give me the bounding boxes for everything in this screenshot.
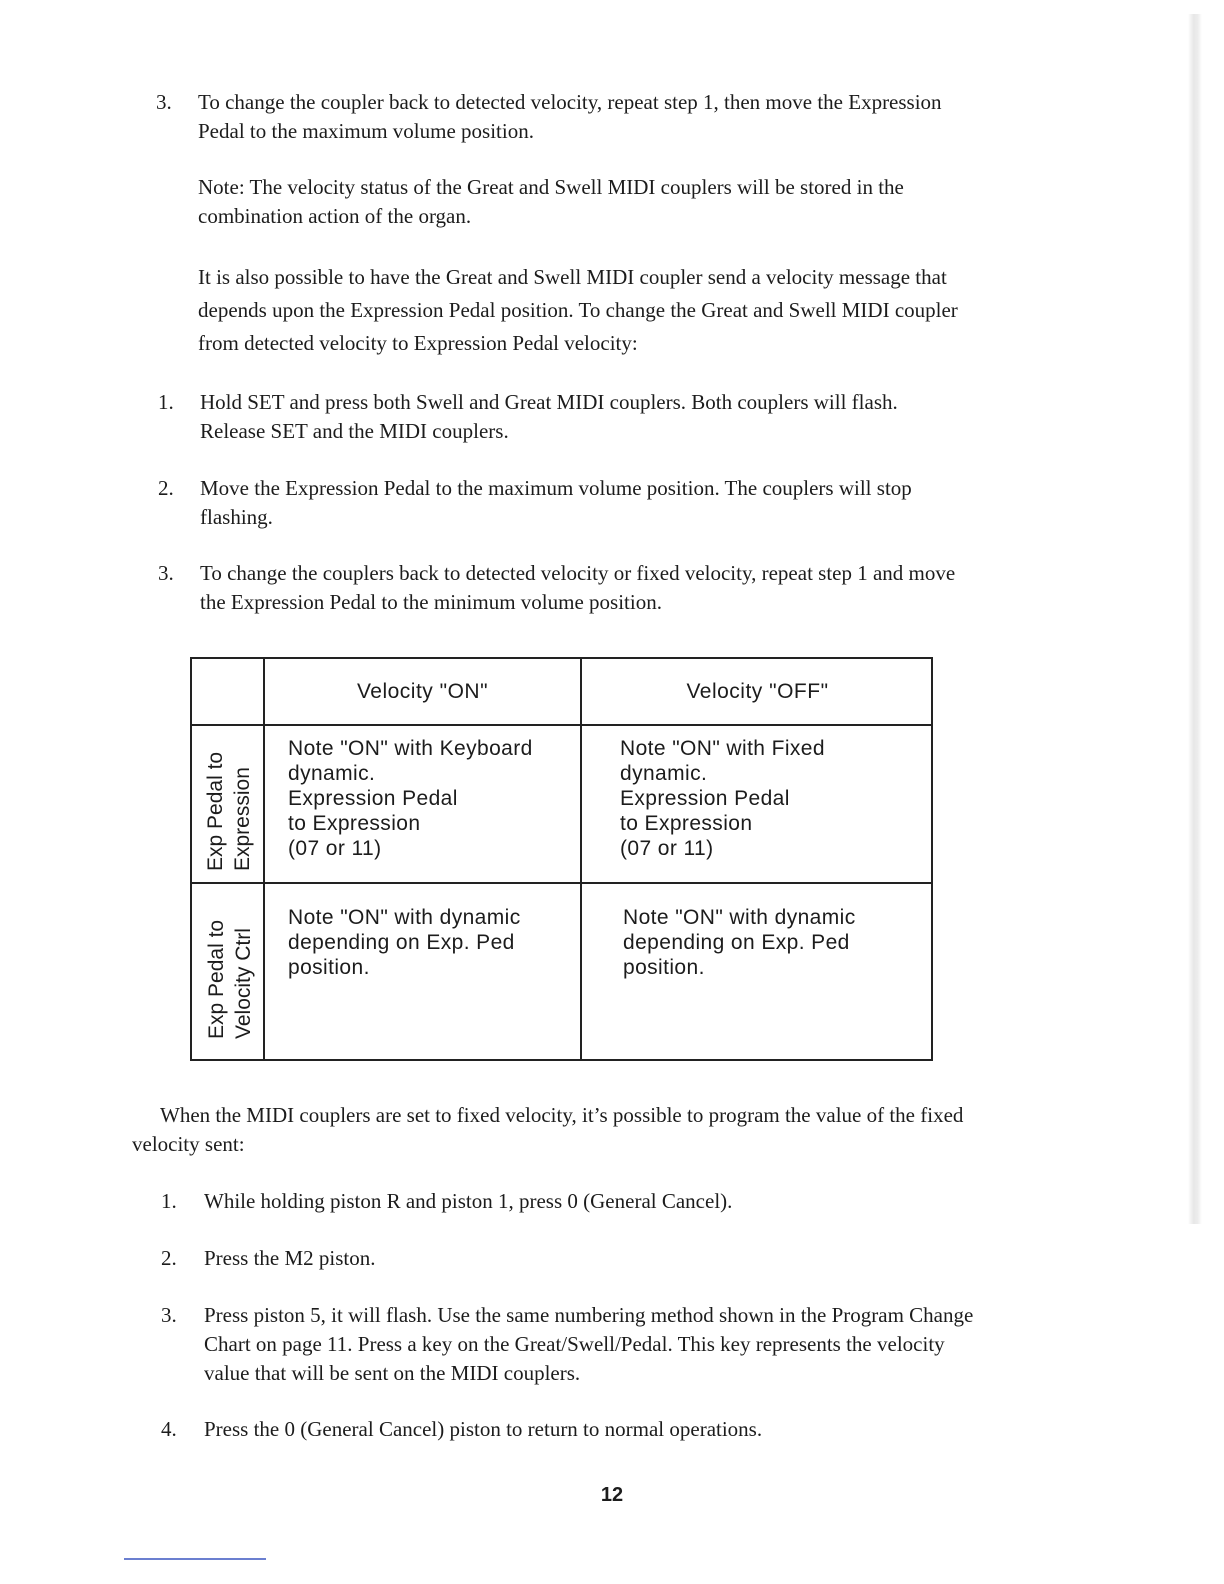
page-number: 12	[600, 1484, 624, 1506]
step-number: 2.	[161, 1246, 177, 1270]
step-text	[204, 1244, 376, 1273]
step-number: 1.	[161, 1189, 177, 1213]
row-label-exp-pedal-to-expression	[202, 752, 256, 871]
cell-line: Note "ON" with dynamic	[623, 906, 856, 929]
cell-row2-velocity-on	[288, 905, 521, 980]
step-line: Chart on page 11. Press a key on the Great/Swell/Pedal. This key represents the velocity	[204, 1332, 945, 1356]
note-line: Note: The velocity status of the Great and Swell MIDI couplers will be stored in the	[198, 175, 904, 199]
step-number: 1.	[158, 390, 174, 414]
cell-line: Expression Pedal	[620, 787, 790, 810]
step-text	[200, 474, 912, 532]
row-label-line: Velocity Ctrl	[232, 928, 255, 1039]
cell-line: Note "ON" with Fixed	[620, 737, 825, 760]
step-text	[198, 88, 942, 146]
step-text	[204, 1415, 762, 1444]
step-line: Press the M2 piston.	[204, 1246, 376, 1270]
cell-line: depending on Exp. Ped	[288, 931, 515, 954]
cell-line: to Expression	[620, 812, 753, 835]
paragraph-line: It is also possible to have the Great and Swell MIDI coupler send a velocity message that	[198, 265, 947, 289]
cell-row2-velocity-off	[623, 905, 856, 980]
cell-line: Expression Pedal	[288, 787, 458, 810]
row-label-line: Exp Pedal to	[205, 919, 228, 1039]
step-line: To change the couplers back to detected velocity or fixed velocity, repeat step 1 and move	[200, 561, 956, 585]
note-line: combination action of the organ.	[198, 204, 472, 228]
scan-edge-artifact	[1188, 14, 1202, 1224]
row-label-line: Expression	[231, 767, 254, 871]
table-divider	[192, 882, 931, 884]
step-number: 3.	[156, 90, 172, 114]
step-line: value that will be sent on the MIDI couplers.	[204, 1361, 581, 1385]
step-line: Press the 0 (General Cancel) piston to return to normal operations.	[204, 1417, 763, 1441]
step-text	[204, 1187, 732, 1216]
step-number: 3.	[161, 1303, 177, 1327]
step-line: While holding piston R and piston 1, press 0 (General Cancel).	[204, 1189, 733, 1213]
fixed-intro-paragraph	[132, 1101, 963, 1159]
paragraph-line: When the MIDI couplers are set to fixed velocity, it’s possible to program the value of the fixed	[160, 1103, 964, 1127]
step-text	[204, 1301, 973, 1388]
step-line: Press piston 5, it will flash. Use the same numbering method shown in the Program Change	[204, 1303, 974, 1327]
cell-line: Note "ON" with Keyboard	[288, 737, 533, 760]
cell-line: (07 or 11)	[620, 837, 714, 860]
cell-row1-velocity-on	[288, 736, 533, 861]
cell-line: position.	[623, 956, 705, 979]
step-line: Release SET and the MIDI couplers.	[200, 419, 509, 443]
note-paragraph	[198, 173, 904, 231]
step-number: 3.	[158, 561, 174, 585]
cell-line: position.	[288, 956, 370, 979]
step-line: Pedal to the maximum volume position.	[198, 119, 534, 143]
cell-line: depending on Exp. Ped	[623, 931, 850, 954]
paragraph-line: from detected velocity to Expression Pedal velocity:	[198, 331, 638, 355]
scan-margin-line	[124, 1558, 266, 1560]
step-line: Move the Expression Pedal to the maximum volume position. The couplers will stop	[200, 476, 912, 500]
paragraph-line: velocity sent:	[132, 1132, 245, 1156]
step-text	[200, 388, 898, 446]
header-velocity-off: Velocity "OFF"	[686, 680, 829, 703]
step-line: Hold SET and press both Swell and Great MIDI couplers. Both couplers will flash.	[200, 390, 898, 414]
cell-row1-velocity-off	[620, 736, 825, 861]
expression-intro-paragraph	[198, 261, 958, 360]
step-number: 4.	[161, 1417, 177, 1441]
cell-line: (07 or 11)	[288, 837, 382, 860]
row-label-exp-pedal-to-velocity-ctrl	[203, 920, 257, 1039]
cell-line: Note "ON" with dynamic	[288, 906, 521, 929]
cell-line: dynamic.	[620, 762, 708, 785]
header-velocity-on: Velocity "ON"	[356, 680, 489, 703]
step-number: 2.	[158, 476, 174, 500]
row-label-line: Exp Pedal to	[204, 751, 227, 871]
cell-line: to Expression	[288, 812, 421, 835]
velocity-table	[190, 657, 933, 1061]
step-text	[200, 559, 955, 617]
cell-line: dynamic.	[288, 762, 376, 785]
step-line: flashing.	[200, 505, 273, 529]
paragraph-line: depends upon the Expression Pedal position. To change the Great and Swell MIDI coupler	[198, 298, 958, 322]
step-line: the Expression Pedal to the minimum volume position.	[200, 590, 662, 614]
step-line: To change the coupler back to detected velocity, repeat step 1, then move the Expression	[198, 90, 942, 114]
